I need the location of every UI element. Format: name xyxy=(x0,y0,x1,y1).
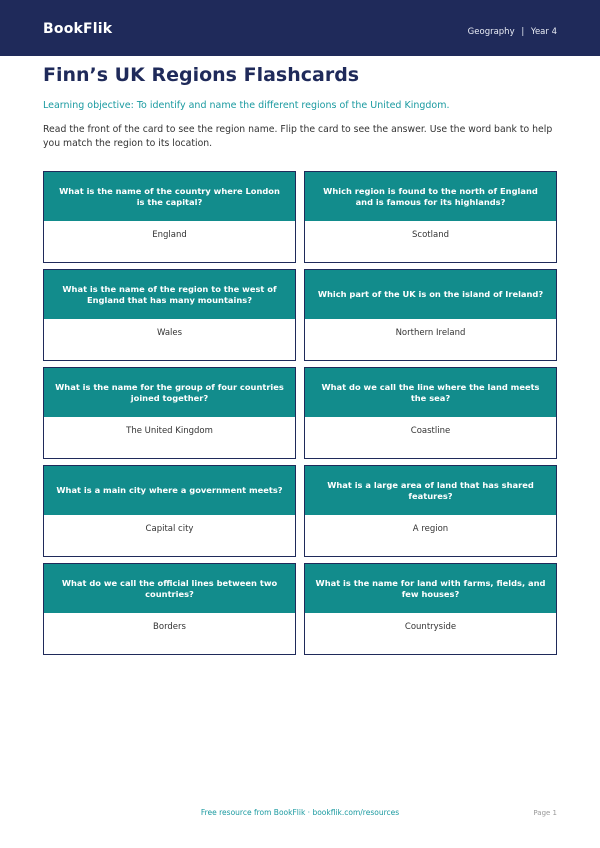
header-bar xyxy=(0,0,600,56)
flashcard-question: Which part of the UK is on the island of Ireland? xyxy=(305,270,556,319)
flashcard-question: What is a main city where a government meets? xyxy=(44,466,295,515)
flashcard[interactable] xyxy=(304,171,557,263)
footer-resource-link[interactable]: Free resource from BookFlik · bookflik.com/resources xyxy=(200,808,400,817)
flashcard-answer: Wales xyxy=(44,319,295,360)
flashcard-answer: Capital city xyxy=(44,515,295,556)
meta-separator: | xyxy=(521,27,525,37)
flashcard-question: What is the name of the country where London is the capital? xyxy=(44,172,295,221)
flashcard-question: What do we call the line where the land meets the sea? xyxy=(305,368,556,417)
flashcard[interactable] xyxy=(304,563,557,655)
flashcard[interactable] xyxy=(43,269,296,361)
page-title: Finn’s UK Regions Flashcards xyxy=(43,64,360,86)
flashcard[interactable] xyxy=(43,171,296,263)
flashcard-grid xyxy=(43,171,557,655)
brand-logo[interactable]: BookFlik xyxy=(43,21,113,37)
flashcard[interactable] xyxy=(43,563,296,655)
flashcard-question: What is a large area of land that has shared features? xyxy=(305,466,556,515)
instructions: Read the front of the card to see the region name. Flip the card to see the answer. Use the word bank to help you match the region to its location. xyxy=(43,124,553,149)
flashcard-question: What is the name of the region to the west of England that has many mountains? xyxy=(44,270,295,319)
flashcard-question: What is the name for land with farms, fields, and few houses? xyxy=(305,564,556,613)
flashcard-answer: Borders xyxy=(44,613,295,654)
flashcard[interactable] xyxy=(304,269,557,361)
flashcard-answer: The United Kingdom xyxy=(44,417,295,458)
page-number: Page 1 xyxy=(533,809,557,817)
header-meta xyxy=(468,27,557,37)
flashcard-answer: Countryside xyxy=(305,613,556,654)
flashcard[interactable] xyxy=(304,367,557,459)
flashcard-question: Which region is found to the north of England and is famous for its highlands? xyxy=(305,172,556,221)
learning-objective: Learning objective: To identify and name the different regions of the United Kingdom. xyxy=(43,100,450,111)
flashcard-answer: Coastline xyxy=(305,417,556,458)
flashcard-answer: Scotland xyxy=(305,221,556,262)
subject-label: Geography xyxy=(467,27,515,37)
flashcard-question: What do we call the official lines between two countries? xyxy=(44,564,295,613)
flashcard[interactable] xyxy=(304,465,557,557)
flashcard-answer: Northern Ireland xyxy=(305,319,556,360)
flashcard[interactable] xyxy=(43,465,296,557)
year-label: Year 4 xyxy=(530,27,557,37)
flashcard-question: What is the name for the group of four countries joined together? xyxy=(44,368,295,417)
flashcard[interactable] xyxy=(43,367,296,459)
flashcard-answer: England xyxy=(44,221,295,262)
flashcard-answer: A region xyxy=(305,515,556,556)
